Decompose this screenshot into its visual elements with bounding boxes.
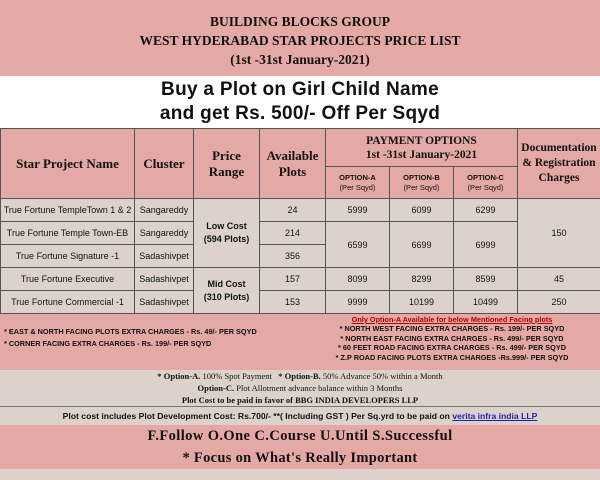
girl-child-offer-banner <box>0 76 600 128</box>
offer-line-2: and get Rs. 500/- Off Per Sqyd <box>159 103 441 124</box>
table-row <box>1 268 600 291</box>
plot-cost-note: Plot cost includes Plot Development Cost: Rs.700/- **( Including GST ) Per Sq.yrd to be paid on verita infra india LLP <box>62 411 538 421</box>
option-c-line: Option-C. Plot Allotment advance balance within 3 Months <box>197 383 403 393</box>
option-a-price: 5999 <box>326 199 390 222</box>
available-plots: 157 <box>260 268 326 291</box>
header <box>0 0 600 76</box>
header-option-b: OPTION-B (Per Sqyd) <box>390 167 454 199</box>
available-plots: 214 <box>260 222 326 245</box>
project-name: True Fortune TempleTown 1 & 2 <box>1 199 135 222</box>
price-list-period: (1st -31st January-2021) <box>230 52 370 67</box>
doc-charges: 250 <box>518 291 600 314</box>
cluster: Sangareddy <box>135 199 194 222</box>
payee-line: Plot Cost to be paid in favor of BBG INDIA DEVELOPERS LLP <box>181 395 419 405</box>
cluster: Sangareddy <box>135 222 194 245</box>
verita-infra-link[interactable]: verita infra india LLP <box>452 411 538 421</box>
header-option-a: OPTION-A (Per Sqyd) <box>326 167 390 199</box>
available-plots: 356 <box>260 245 326 268</box>
option-c-price: 6299 <box>454 199 518 222</box>
facing-charges-notes <box>0 314 600 370</box>
option-a-facing-charges <box>308 315 596 362</box>
north-east-facing-charge: * NORTH EAST FACING EXTRA CHARGES - Rs. 499/- PER SQYD <box>340 333 564 343</box>
offer-line-1: Buy a Plot on Girl Child Name <box>161 79 439 100</box>
focus-acronym: F.Follow O.One C.Course U.Until S.Successful <box>0 425 600 447</box>
header-available-plots: Available Plots <box>260 129 326 199</box>
doc-charges: 150 <box>518 199 600 268</box>
header-documentation-charges: Documentation & Registration Charges <box>518 129 600 199</box>
project-name: True Fortune Executive <box>1 268 135 291</box>
option-a-price: 8099 <box>326 268 390 291</box>
cluster: Sadashivpet <box>135 291 194 314</box>
focus-slogan: * Focus on What's Really Important <box>0 447 600 469</box>
option-c-price: 8599 <box>454 268 518 291</box>
available-plots: 24 <box>260 199 326 222</box>
available-plots: 153 <box>260 291 326 314</box>
doc-charges: 45 <box>518 268 600 291</box>
option-c-price: 6999 <box>454 222 518 268</box>
corner-facing-charge: * CORNER FACING EXTRA CHARGES - Rs. 199/- PER SQYD <box>4 339 212 348</box>
cluster: Sadashivpet <box>135 268 194 291</box>
table-row <box>1 199 600 222</box>
project-name: True Fortune Temple Town-EB <box>1 222 135 245</box>
price-list-title: WEST HYDERABAD STAR PROJECTS PRICE LIST <box>139 33 461 48</box>
sixty-feet-road-charge: * 60 FEET ROAD FACING EXTRA CHARGES - Rs. 499/- PER SQYD <box>337 343 566 353</box>
payment-options-line: * Option-A. 100% Spot Payment * Option-B. 50% Advance 50% within a Month <box>157 371 443 381</box>
payment-terms <box>0 370 600 406</box>
option-a-only-note: Only Option-A Available for below Mentioned Facing plots <box>351 315 553 324</box>
project-name: True Fortune Commercial -1 <box>1 291 135 314</box>
payment-options-period: 1st -31st January-2021 <box>365 148 478 161</box>
header-option-c: OPTION-C (Per Sqyd) <box>454 167 518 199</box>
header-payment-options <box>326 129 518 167</box>
option-c-price: 10499 <box>454 291 518 314</box>
option-a-price: 6599 <box>326 222 390 268</box>
payment-options-title: PAYMENT OPTIONS <box>366 134 477 147</box>
option-b-price: 8299 <box>390 268 454 291</box>
low-cost-range: Low Cost (594 Plots) <box>194 199 260 268</box>
price-table <box>0 128 600 314</box>
north-west-facing-charge: * NORTH WEST FACING EXTRA CHARGES - Rs. 199/- PER SQYD <box>339 324 565 334</box>
mid-cost-range: Mid Cost (310 Plots) <box>194 268 260 314</box>
table-row <box>1 222 600 245</box>
header-project-name: Star Project Name <box>1 129 135 199</box>
cluster: Sadashivpet <box>135 245 194 268</box>
header-cluster: Cluster <box>135 129 194 199</box>
company-name: BUILDING BLOCKS GROUP <box>209 14 391 29</box>
zp-road-charge: * Z.P ROAD FACING PLOTS EXTRA CHARGES -Rs.999/- PER SQYD <box>335 352 569 362</box>
option-b-price: 6099 <box>390 199 454 222</box>
option-b-price: 6699 <box>390 222 454 268</box>
table-row <box>1 291 600 314</box>
header-price-range: Price Range <box>194 129 260 199</box>
project-name: True Fortune Signature -1 <box>1 245 135 268</box>
general-facing-charges <box>4 326 304 350</box>
east-north-facing-charge: * EAST & NORTH FACING PLOTS EXTRA CHARGES - Rs. 49/- PER SQYD <box>4 327 257 336</box>
option-a-price: 9999 <box>326 291 390 314</box>
option-b-price: 10199 <box>390 291 454 314</box>
